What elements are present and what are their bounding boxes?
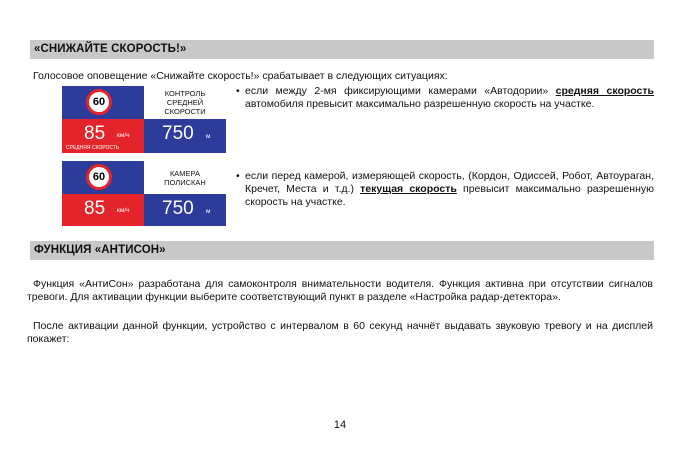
section-title-slow-down: «СНИЖАЙТЕ СКОРОСТЬ!» <box>30 40 654 59</box>
intro-text: Голосовое оповещение «Снижайте скорость!» срабатывает в следующих ситуациях: <box>33 70 448 82</box>
bullet-average-speed: • если между 2-мя фиксирующими камерами «Автодории» средняя скорость автомобиля превысит максимально разрешенную скорость на участке. <box>236 85 654 110</box>
speed-value: 85 <box>84 198 106 219</box>
bullet-icon: • <box>236 170 240 182</box>
speed-caption: СРЕДНЯЯ СКОРОСТЬ <box>66 145 120 151</box>
paragraph-antisleep-intro: Функция «АнтиСон» разработана для самоконтроля внимательности водителя. Функция активна при отсутствии сигналов тревоги. Для активации функции выберите соответствующий пункт в разделе «Настройка радар-детектора». <box>27 278 653 303</box>
display-average-speed <box>62 86 226 153</box>
speed-limit-sign-icon: 60 <box>86 89 112 115</box>
speed-unit: км/ч <box>117 132 130 139</box>
distance-unit: м <box>206 133 211 140</box>
speed-limit-sign-icon: 60 <box>86 164 112 190</box>
section-title-antisleep: ФУНКЦИЯ «АНТИСОН» <box>30 241 654 260</box>
speed-unit: км/ч <box>117 207 130 214</box>
display-label: КОНТРОЛЬ СРЕДНЕЙ СКОРОСТИ <box>164 89 206 116</box>
distance-unit: м <box>206 208 211 215</box>
page-number: 14 <box>333 419 347 431</box>
speed-value: 85 <box>84 123 106 144</box>
display-polyscan <box>62 161 226 226</box>
bullet-current-speed: • если перед камерой, измеряющей скорость, (Кордон, Одиссей, Робот, Автоураган, Кречет, Места и т.д.) текущая скорость превысит максимально разрешенную скорость на участке. <box>236 170 654 208</box>
paragraph-antisleep-activation: После активации данной функции, устройство с интервалом в 60 секунд начнёт выдавать звуковую тревогу и на дисплей покажет: <box>27 320 653 345</box>
distance-value: 750 <box>162 123 194 144</box>
display-label: КАМЕРА ПОЛИСКАН <box>164 169 206 187</box>
distance-value: 750 <box>162 198 194 219</box>
bullet-icon: • <box>236 85 240 97</box>
